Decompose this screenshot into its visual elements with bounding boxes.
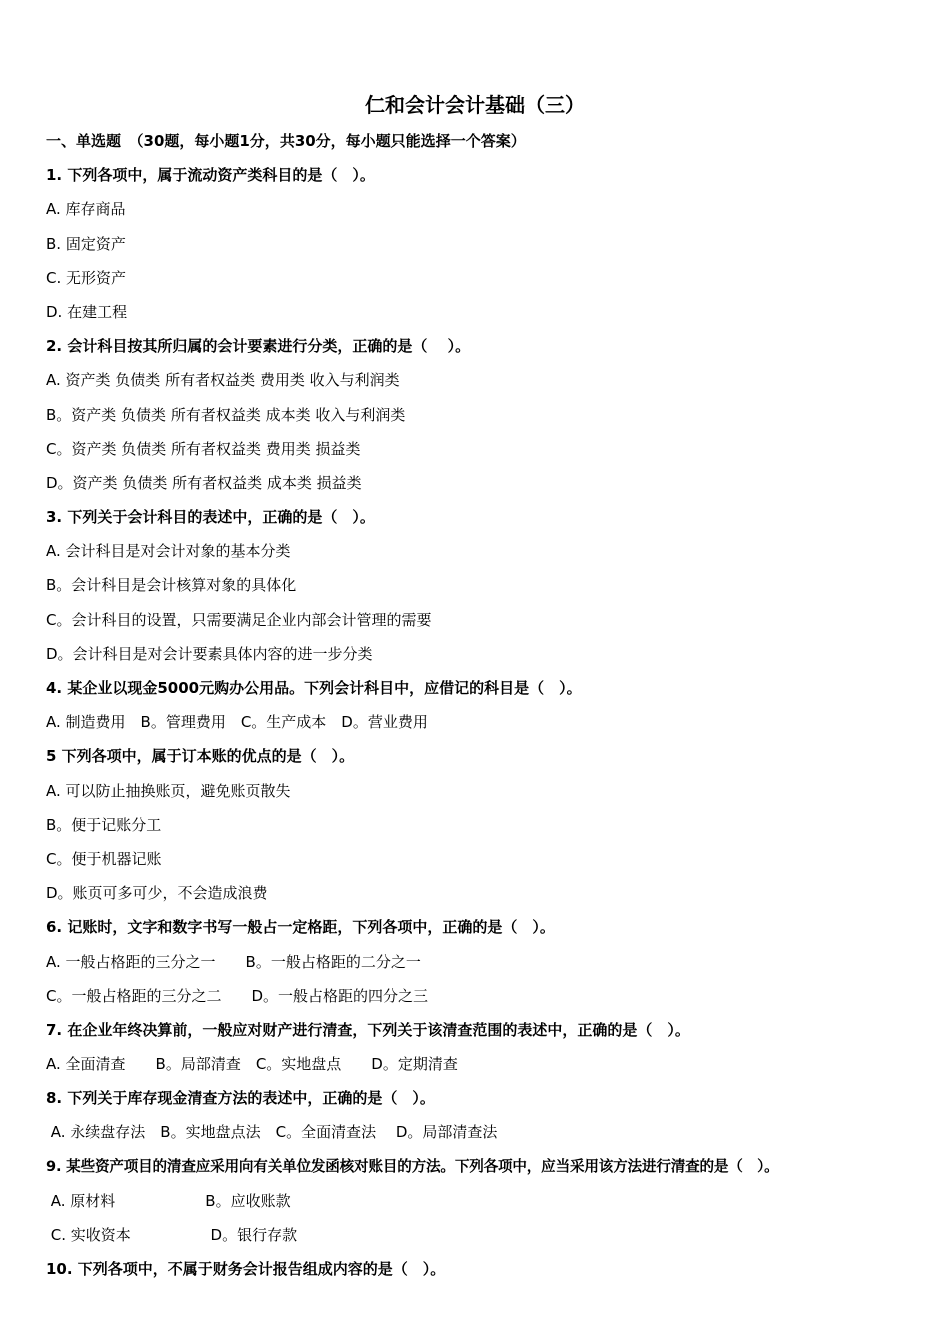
- answer-option: D。账页可多可少，不会造成浪费: [46, 884, 268, 903]
- answer-option: A. 原材料 B。应收账款: [46, 1191, 291, 1210]
- answer-option: C。一般占格距的三分之二 D。一般占格距的四分之三: [46, 986, 429, 1005]
- document-title: 仁和会计会计基础（三）: [365, 93, 585, 117]
- answer-option: B. 固定资产: [46, 234, 126, 253]
- answer-option: A. 库存商品: [46, 200, 126, 219]
- document-body: [46, 124, 926, 1286]
- question-stem: 5 下列各项中，属于订本账的优点的是（ ）。: [46, 747, 355, 766]
- answer-option: B。便于记账分工: [46, 815, 162, 834]
- question-stem: 7. 在企业年终决算前，一般应对财产进行清查，下列关于该清查范围的表述中，正确的是（ ）。: [46, 1020, 690, 1039]
- answer-option: B。会计科目是会计核算对象的具体化: [46, 576, 297, 595]
- answer-option: D。会计科目是对会计要素具体内容的进一步分类: [46, 644, 373, 663]
- answer-option: A. 全面清查 B。局部清查 C。实地盘点 D。定期清查: [46, 1055, 458, 1074]
- answer-option: C。资产类 负债类 所有者权益类 费用类 损益类: [46, 439, 361, 458]
- question-stem: 10. 下列各项中，不属于财务会计报告组成内容的是（ ）。: [46, 1260, 446, 1279]
- answer-option: D。资产类 负债类 所有者权益类 成本类 损益类: [46, 473, 362, 492]
- answer-option: C。会计科目的设置，只需要满足企业内部会计管理的需要: [46, 610, 432, 629]
- answer-option: C。便于机器记账: [46, 849, 162, 868]
- question-stem: 3. 下列关于会计科目的表述中，正确的是（ ）。: [46, 508, 375, 527]
- answer-option: A. 制造费用 B。管理费用 C。生产成本 D。营业费用: [46, 713, 428, 732]
- answer-option: A. 会计科目是对会计对象的基本分类: [46, 542, 291, 561]
- answer-option: A. 资产类 负债类 所有者权益类 费用类 收入与利润类: [46, 371, 400, 390]
- answer-option: B。资产类 负债类 所有者权益类 成本类 收入与利润类: [46, 405, 406, 424]
- answer-option: C. 无形资产: [46, 268, 127, 287]
- question-stem: 8. 下列关于库存现金清查方法的表述中，正确的是（ ）。: [46, 1089, 435, 1108]
- answer-option: A. 一般占格距的三分之一 B。一般占格距的二分之一: [46, 952, 421, 971]
- answer-option: A. 可以防止抽换账页，避免账页散失: [46, 781, 291, 800]
- section-heading: 一、单选题 （30题，每小题1分，共30分，每小题只能选择一个答案）: [46, 132, 526, 150]
- question-stem: 4. 某企业以现金5000元购办公用品。下列会计科目中，应借记的科目是（ ）。: [46, 679, 582, 697]
- answer-option: C. 实收资本 D。银行存款: [46, 1226, 298, 1244]
- answer-option: A. 永续盘存法 B。实地盘点法 C。全面清查法 D。局部清查法: [46, 1123, 498, 1142]
- question-stem: 6. 记账时，文字和数字书写一般占一定格距，下列各项中，正确的是（ ）。: [46, 918, 555, 937]
- question-stem: 2. 会计科目按其所归属的会计要素进行分类，正确的是（ ）。: [46, 337, 471, 356]
- answer-option: D. 在建工程: [46, 302, 128, 321]
- question-stem: 9. 某些资产项目的清查应采用向有关单位发函核对账目的方法。下列各项中，应当采用该方法进行清查的是（ ）。: [46, 1157, 779, 1175]
- question-stem: 1. 下列各项中，属于流动资产类科目的是（ ）。: [46, 166, 375, 185]
